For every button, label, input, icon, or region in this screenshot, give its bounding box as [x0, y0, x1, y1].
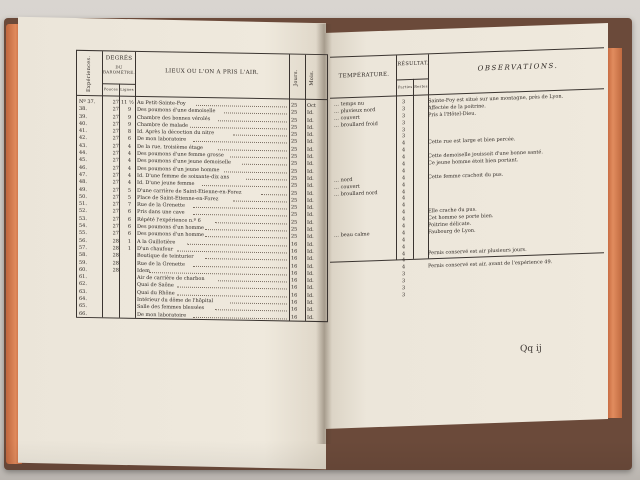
cell-lieu: D'un chaufour: [137, 245, 174, 253]
cell-b: Id.: [307, 285, 314, 292]
cell-a: 25: [291, 233, 298, 241]
cell-b: Id.: [307, 248, 314, 255]
cell-r1: 4: [402, 223, 406, 230]
cell-b: Id.: [307, 183, 314, 190]
cell-num: 41.: [79, 128, 87, 135]
cell-a: 25: [291, 212, 298, 219]
cell-num: 42.: [79, 135, 87, 142]
cell-lieu: Quai du Rhône: [137, 289, 175, 297]
cell-d1: 27: [112, 230, 119, 237]
cell-lieu: Quai de Saône: [137, 282, 174, 289]
cell-r1: 3: [402, 126, 406, 133]
cell-b: Id.: [307, 299, 314, 306]
right-table: [330, 47, 604, 299]
cell-num: 63.: [79, 288, 87, 295]
cell-d2: 4: [127, 179, 131, 187]
header-degres: DEGRÉS: [105, 55, 133, 62]
cell-r1: 4: [402, 147, 406, 154]
cell-d2: 11 ½: [121, 99, 134, 106]
cell-a: 25: [291, 131, 298, 138]
cell-d2: 6: [127, 216, 131, 223]
cell-b: Id.: [307, 277, 314, 285]
cell-r1: 4: [402, 174, 406, 182]
cell-r1: 4: [402, 161, 406, 168]
cell-a: 25: [291, 153, 298, 160]
cell-r1: 3: [402, 119, 406, 126]
cell-obs: Cette rue est large et bien percée.: [428, 136, 516, 146]
cell-lieu: A la Guillotière: [137, 238, 176, 246]
cell-a: 16: [291, 255, 298, 262]
header-mois: Mois.: [309, 70, 315, 86]
cell-num: 54.: [79, 222, 87, 230]
cell-lieu: De la rue, troisième étage: [137, 143, 204, 151]
cell-lieu: Chambre des bonnes vérolés: [137, 114, 211, 122]
cell-lieu: Des poumons d'une jeune demoiselle: [137, 158, 231, 166]
cell-d2: 5: [127, 187, 131, 194]
cell-r1: 4: [402, 209, 406, 216]
header-pouces: Pouces: [103, 87, 119, 92]
left-table-rows: [77, 99, 327, 322]
cell-r1: 4: [402, 236, 406, 244]
cell-d1: 28: [112, 259, 119, 267]
cell-a: 16: [291, 270, 298, 277]
cell-obs: Affectée de la poitrine.: [428, 103, 486, 112]
cell-num: 66.: [79, 310, 87, 317]
cell-d2: 4: [127, 150, 131, 157]
cell-lieu: Au Petit-Sainte-Foy: [137, 99, 186, 107]
cell-d1: 27: [112, 223, 119, 230]
cell-obs: Pernis conservé est air, avant de l'expérience 49.: [428, 259, 553, 270]
cell-d2: 6: [127, 231, 131, 238]
cell-obs: Cette demoiselle jouissoit d'une bonne santé.: [428, 149, 543, 160]
cell-r1: 4: [402, 188, 406, 195]
cell-r1: 4: [402, 140, 406, 147]
cell-r1: 4: [402, 181, 406, 188]
cell-r1: 3: [402, 278, 406, 285]
cell-b: Id.: [307, 153, 314, 161]
cell-r1: 4: [402, 195, 406, 202]
cell-d2: 4: [127, 172, 131, 179]
cell-temp: … couvert: [334, 183, 360, 191]
cell-d1: 27: [112, 150, 119, 157]
cell-lieu: Des poumons d'un homme: [137, 223, 204, 232]
cell-b: Id.: [307, 124, 314, 131]
cell-num: 52.: [79, 208, 87, 215]
cell-num: 61.: [79, 273, 87, 281]
cell-num: 39.: [79, 113, 87, 120]
cell-a: 25: [291, 102, 298, 109]
cell-obs: Pernis conservé est air plusieurs jours.: [428, 246, 527, 256]
cell-lieu: Des poumons d'une femme grosse: [137, 150, 224, 159]
cell-r1: 4: [402, 250, 406, 257]
cell-num: 45.: [79, 157, 87, 164]
cell-a: 16: [291, 284, 298, 292]
cell-d2: 4: [127, 165, 131, 172]
cell-num: 46.: [79, 164, 87, 171]
cell-d1: 28: [112, 238, 119, 245]
cell-num: Nº 37.: [79, 98, 96, 106]
cell-b: Id.: [307, 139, 314, 146]
cell-d1: 27: [112, 187, 119, 194]
cell-b: Id.: [307, 117, 314, 124]
cell-b: Id.: [307, 256, 314, 263]
cell-b: Id.: [307, 146, 314, 153]
cell-obs: Pris à l'Hôtel-Dieu.: [428, 110, 477, 119]
cell-a: 25: [291, 124, 298, 131]
cell-d1: 27: [112, 201, 119, 208]
cell-obs: Cet homme se porte bien.: [428, 213, 494, 222]
cell-num: 51.: [79, 201, 87, 208]
cell-a: 16: [291, 314, 298, 321]
cell-d1: 27: [112, 194, 119, 201]
cell-num: 59.: [79, 259, 87, 266]
cell-d1: 27: [112, 143, 119, 150]
cell-a: 25: [291, 160, 298, 168]
cell-lieu: Boutique de teinturier: [137, 253, 194, 261]
cell-b: Id.: [307, 307, 314, 314]
cell-a: 25: [291, 117, 298, 124]
cell-d2: 1: [127, 245, 131, 252]
cell-lieu: Salle des femmes blessées: [137, 304, 205, 312]
cell-lieu: Chambre de malade: [137, 121, 189, 129]
cell-lieu: Air de carrière de charbon: [137, 274, 205, 283]
cell-a: 16: [291, 248, 298, 255]
cell-b: Id.: [307, 212, 314, 219]
cell-r1: 4: [402, 168, 406, 175]
header-du-barometre: DU BAROMÈTRE.: [102, 64, 135, 75]
cell-d2: 6: [127, 136, 131, 143]
cell-d1: 27: [112, 135, 119, 143]
cell-num: 38.: [79, 106, 87, 113]
cell-a: 25: [291, 226, 298, 233]
page-signature: Qq ij: [520, 343, 542, 355]
cell-r1: 3: [402, 271, 406, 278]
cell-a: 25: [291, 204, 298, 211]
cell-r1: 3: [402, 106, 406, 113]
cell-temp: … beau calme: [334, 231, 370, 239]
cell-b: Id.: [307, 110, 314, 117]
cell-d2: 9: [127, 107, 131, 114]
cell-b: Id.: [307, 226, 314, 233]
cell-b: Id.: [307, 241, 314, 248]
cell-b: Id.: [307, 204, 314, 212]
cell-lieu: Répété l'expérience n.º 6: [137, 216, 201, 224]
cell-temp: … couvert: [334, 114, 360, 122]
cell-b: Id.: [307, 292, 314, 299]
bottom-shadow: [0, 440, 640, 480]
cell-d2: 9: [127, 121, 131, 128]
cell-b: Id.: [307, 234, 314, 241]
cell-lieu: De mon laboratoire: [137, 136, 187, 144]
cell-d1: 27: [112, 208, 119, 216]
cell-d2: 4: [127, 143, 131, 150]
cell-lieu: Place de Saint-Etienne-en-Forez: [137, 194, 219, 203]
cell-temp: … nord: [334, 176, 353, 184]
cell-a: 16: [291, 277, 298, 284]
cell-num: 49.: [79, 186, 87, 193]
cell-r1: 3: [402, 133, 406, 140]
cell-lieu: Id. D'une jeune femme: [137, 180, 195, 188]
cell-b: Id.: [307, 168, 314, 175]
cell-a: 25: [291, 182, 298, 189]
left-table: [76, 50, 328, 322]
cell-a: 16: [291, 292, 298, 299]
cell-obs: Cette femme crachoit du pus.: [428, 171, 504, 181]
cell-num: 57.: [79, 244, 87, 251]
cell-lieu: Intérieur du dôme de l'hôpital: [137, 296, 214, 305]
cell-b: Id.: [307, 175, 314, 182]
cell-r1: 4: [402, 216, 406, 223]
cell-num: 44.: [79, 149, 87, 157]
cell-a: 25: [291, 109, 298, 116]
cell-num: 62.: [79, 281, 87, 288]
cell-num: 50.: [79, 193, 87, 200]
cell-d1: 27: [112, 165, 119, 172]
cell-b: Id.: [307, 314, 314, 321]
cell-a: 16: [291, 241, 298, 248]
cell-d2: 6: [127, 209, 131, 216]
cell-r1: 3: [402, 292, 406, 299]
cell-obs: Faubourg de Lyon.: [428, 227, 476, 236]
cell-num: 48.: [79, 179, 87, 186]
cell-lieu: Rue de la Grenette: [137, 202, 185, 209]
cell-lieu: Rue de la Grenette: [137, 260, 185, 268]
cell-b: Id.: [307, 161, 314, 168]
cell-d1: 28: [112, 252, 119, 259]
cell-r1: 3: [402, 99, 406, 106]
header-resultat: RÉSULTAT.: [397, 60, 429, 68]
cell-d2: 1: [127, 238, 131, 245]
cell-d1: 27: [112, 172, 119, 179]
cell-lieu: Des poumons d'un jeune homme: [137, 165, 220, 173]
cell-d2: 9: [127, 114, 131, 121]
header-lieux: LIEUX OU L'ON A PRIS L'AIR.: [165, 68, 259, 76]
cell-a: 16: [291, 263, 298, 270]
cell-d1: 27: [112, 179, 119, 186]
cell-num: 65.: [79, 303, 87, 310]
cell-d1: 28: [112, 245, 119, 252]
cell-lieu: Des poumons d'une demoiselle: [137, 107, 216, 115]
cell-d2: 4: [127, 158, 131, 165]
cell-lieu: Idem: [137, 267, 150, 274]
cell-d1: 27: [112, 128, 119, 135]
cell-num: 47.: [79, 171, 87, 178]
header-subdivider: [396, 78, 428, 80]
cell-b: Id.: [307, 190, 314, 197]
cell-r1: 4: [402, 154, 406, 161]
cell-d1: 28: [112, 267, 119, 274]
cell-d2: 7: [127, 201, 131, 208]
cell-r1: 4: [402, 230, 406, 237]
cell-lieu: Id. D'une femme de soixante-dix ans: [137, 172, 230, 181]
cell-a: 25: [291, 197, 298, 204]
cell-lieu: Id. Après la décoction du nitre: [137, 129, 215, 137]
cell-r1: 4: [402, 257, 406, 264]
right-table-rows: [330, 92, 604, 301]
cell-a: 25: [291, 168, 298, 175]
cell-a: 16: [291, 306, 298, 313]
cell-temp: … pluvieux nord: [334, 107, 376, 115]
cell-d2: 8: [127, 128, 131, 135]
cell-a: 25: [291, 219, 298, 226]
header-experiences: Expériences.: [86, 55, 92, 93]
cell-r1: 3: [402, 285, 406, 292]
cell-num: 40.: [79, 120, 87, 127]
cell-d2: 5: [127, 194, 131, 201]
cell-a: 25: [291, 146, 298, 153]
cell-lieu: Des poumons d'un homme: [137, 231, 204, 239]
cell-r1: 4: [402, 202, 406, 209]
cell-a: 25: [291, 175, 298, 182]
cell-d1: 27: [112, 121, 119, 128]
cell-obs: Sainte-Foy est situé sur une montagne, près de Lyon.: [428, 93, 564, 105]
right-table-header: [330, 48, 604, 99]
cell-r1: 3: [402, 112, 406, 120]
cell-num: 53.: [79, 215, 87, 222]
header-parties: Parties: [398, 84, 413, 90]
cell-d1: 27: [112, 106, 119, 113]
cell-d1: 27: [112, 157, 119, 164]
cell-num: 43.: [79, 142, 87, 149]
cell-num: 64.: [79, 295, 87, 303]
cell-b: Oct: [307, 102, 316, 109]
cell-obs: Ce jeune homme étoit bien portant.: [428, 157, 519, 167]
header-jours: Jours.: [293, 69, 299, 86]
header-restes: Restes: [414, 84, 428, 89]
cell-num: 56.: [79, 237, 87, 244]
header-observations: OBSERVATIONS.: [477, 61, 559, 73]
cell-lieu: De mon laboratoire: [137, 311, 187, 319]
cell-a: 25: [291, 190, 298, 197]
cell-d1: 27: [112, 114, 119, 121]
cell-temp: … broullard nord: [334, 189, 378, 198]
cell-num: 55.: [79, 230, 87, 237]
cell-b: Id.: [307, 270, 314, 277]
cell-r1: 4: [402, 243, 406, 250]
header-lignes: Lignes: [120, 87, 134, 92]
cell-a: 16: [291, 299, 298, 306]
cell-lieu: D'une carrière de Saint-Etienne-en-Forez: [137, 187, 242, 196]
cell-d1: 27: [112, 216, 119, 223]
header-temperature: TEMPÉRATURE.: [338, 71, 390, 80]
cell-b: Id.: [307, 263, 314, 270]
cell-d2: 6: [127, 223, 131, 230]
cell-num: 60.: [79, 266, 87, 273]
cell-obs: Elle crache du pus.: [428, 206, 477, 215]
cell-a: 25: [291, 139, 298, 146]
cell-temp: … temps nu: [334, 100, 365, 108]
cell-lieu: Pris dans une cave: [137, 209, 185, 217]
cell-temp: … broullard froid: [334, 120, 378, 129]
cell-r1: 4: [402, 264, 406, 271]
cell-obs: Poitrine délicate.: [428, 220, 472, 229]
cell-num: 58.: [79, 252, 87, 259]
cell-b: Id.: [307, 132, 314, 139]
cell-d1: 27: [112, 99, 119, 106]
cell-b: Id.: [307, 197, 314, 204]
cell-b: Id.: [307, 219, 314, 226]
